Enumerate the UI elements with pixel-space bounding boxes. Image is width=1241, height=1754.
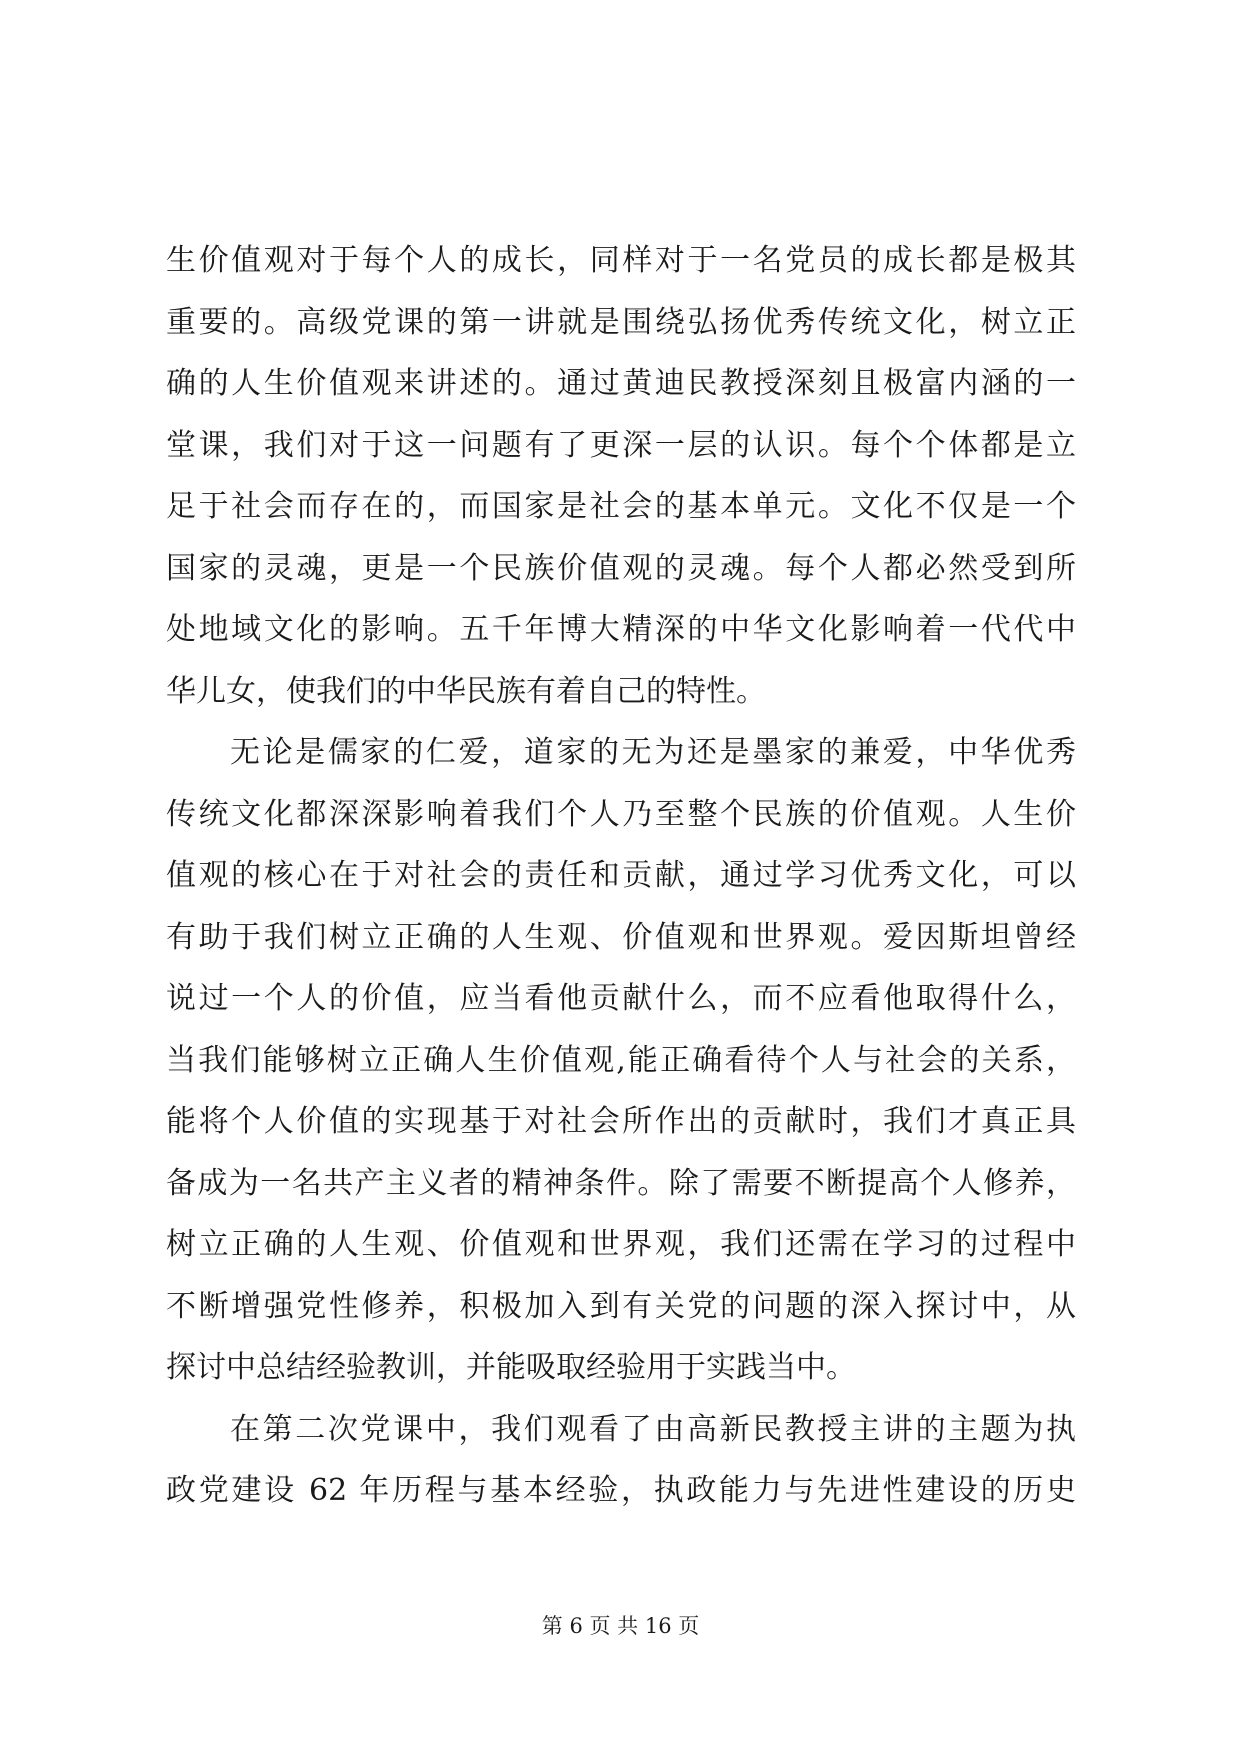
text-line: 不断增强党性修养，积极加入到有关党的问题的深入探讨中，从 xyxy=(166,1288,1076,1324)
text-line: 备成为一名共产主义者的精神条件。除了需要不断提高个人修养， xyxy=(166,1165,1076,1201)
text-line: 国家的灵魂，更是一个民族价值观的灵魂。每个人都必然受到所 xyxy=(166,550,1076,586)
text-line: 能将个人价值的实现基于对社会所作出的贡献时，我们才真正具 xyxy=(166,1104,1076,1139)
text-line: 重要的。高级党课的第一讲就是围绕弘扬优秀传统文化，树立正 xyxy=(166,304,1076,340)
text-line: 值观的核心在于对社会的责任和贡献，通过学习优秀文化，可以 xyxy=(166,858,1076,893)
text-line: 确的人生价值观来讲述的。通过黄迪民教授深刻且极富内涵的一 xyxy=(166,366,1076,401)
paragraph-first-line: 无论是儒家的仁爱，道家的无为还是墨家的兼爱，中华优秀 xyxy=(230,735,1076,770)
text-line: 生价值观对于每个人的成长，同样对于一名党员的成长都是极其 xyxy=(166,243,1076,278)
paragraph-first-line: 在第二次党课中，我们观看了由高新民教授主讲的主题为执 xyxy=(230,1411,1076,1447)
text-line: 树立正确的人生观、价值观和世界观，我们还需在学习的过程中 xyxy=(166,1227,1076,1262)
text-line: 华儿女，使我们的中华民族有着自己的特性。 xyxy=(166,673,766,709)
text-line: 足于社会而存在的，而国家是社会的基本单元。文化不仅是一个 xyxy=(166,489,1076,524)
text-line: 处地域文化的影响。五千年博大精深的中华文化影响着一代代中 xyxy=(166,612,1076,647)
text-line: 政党建设 62 年历程与基本经验，执政能力与先进性建设的历史 xyxy=(166,1473,1076,1508)
text-line: 当我们能够树立正确人生价值观,能正确看待个人与社会的关系， xyxy=(166,1042,1076,1078)
text-line: 传统文化都深深影响着我们个人乃至整个民族的价值观。人生价 xyxy=(166,796,1076,832)
text-line: 有助于我们树立正确的人生观、价值观和世界观。爱因斯坦曾经 xyxy=(166,919,1076,955)
body-text xyxy=(166,230,1076,1522)
page-footer: 第 6 页 共 16 页 xyxy=(541,1614,700,1638)
text-line: 堂课，我们对于这一问题有了更深一层的认识。每个个体都是立 xyxy=(166,427,1076,463)
text-line: 说过一个人的价值，应当看他贡献什么，而不应看他取得什么， xyxy=(166,981,1076,1016)
text-line: 探讨中总结经验教训，并能吸取经验用于实践当中。 xyxy=(166,1350,856,1385)
